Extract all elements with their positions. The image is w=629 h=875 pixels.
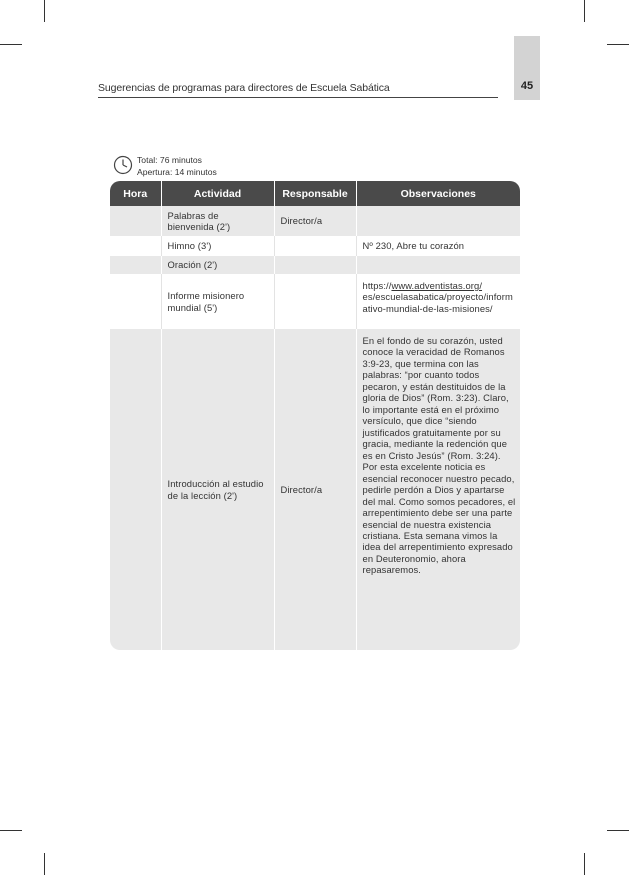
schedule-table [110,181,520,650]
cell-actividad: Oración (2') [161,256,274,274]
cell-hora [110,256,161,274]
page-number: 45 [520,80,534,92]
total-time: Total: 76 minutos [137,155,202,165]
header-responsable: Responsable [274,181,356,206]
table-row [110,236,520,256]
cell-hora [110,329,161,650]
cell-actividad: Informe misionero mundial (5') [161,274,274,329]
cell-responsable: Director/a [274,329,356,650]
cell-hora [110,236,161,256]
clock-icon [113,155,133,175]
table-row [110,206,520,236]
cell-hora [110,274,161,329]
table-row [110,256,520,274]
cell-actividad: Himno (3') [161,236,274,256]
table-row [110,329,520,650]
running-header: Sugerencias de programas para directores de Escuela Sabática [98,82,390,94]
crop-mark [607,830,629,831]
cell-observaciones: Nº 230, Abre tu corazón [356,236,520,256]
cell-actividad: Introducción al estudio de la lección (2') [161,329,274,650]
url-prefix: https:// [362,280,392,291]
header-actividad: Actividad [161,181,274,206]
crop-mark [584,0,585,22]
cell-observaciones [356,206,520,236]
cell-responsable [274,274,356,329]
cell-responsable [274,256,356,274]
crop-mark [584,853,585,875]
cell-observaciones [356,274,520,329]
header-hora: Hora [110,181,161,206]
crop-mark [44,0,45,22]
cell-responsable: Director/a [274,206,356,236]
table-header-row [110,181,520,206]
cell-observaciones: En el fondo de su corazón, usted conoce la veracidad de Romanos 3:9-23, que termina con las palabras: “por cuanto todos pecaron, y están destituidos de la gloria de Dios” (Rom. 3:23). Claro, lo importante está en el próximo versículo, que dice “siendo justificados gratuitamente por su gracia, mediante la redención que es en Cristo Jesús” (Rom. 3:24). Por esta excelente noticia es esencial reconocer nuestro pecado, pedirle perdón a Dios y apartarse del mal. Como somos pecadores, el arrepentimiento debe ser una parte esencial de nuestra existencia cristiana. Esta semana vimos la idea del arrepentimiento expresado en Deuteronomio, ahora repasaremos. [356,329,520,650]
cell-hora [110,206,161,236]
crop-mark [0,44,22,45]
header-rule [98,97,498,98]
apertura-time: Apertura: 14 minutos [137,167,217,177]
table-row [110,274,520,329]
cell-observaciones [356,256,520,274]
crop-mark [607,44,629,45]
cell-responsable [274,236,356,256]
header-observaciones: Observaciones [356,181,520,206]
url-link[interactable]: www.adventistas.org/ [391,280,483,291]
crop-mark [0,830,22,831]
url-suffix: es/escuelasabatica/proyecto/informativo-mundial-de-las-misiones/ [362,291,513,314]
crop-mark [44,853,45,875]
cell-actividad: Palabras de bienvenida (2') [161,206,274,236]
